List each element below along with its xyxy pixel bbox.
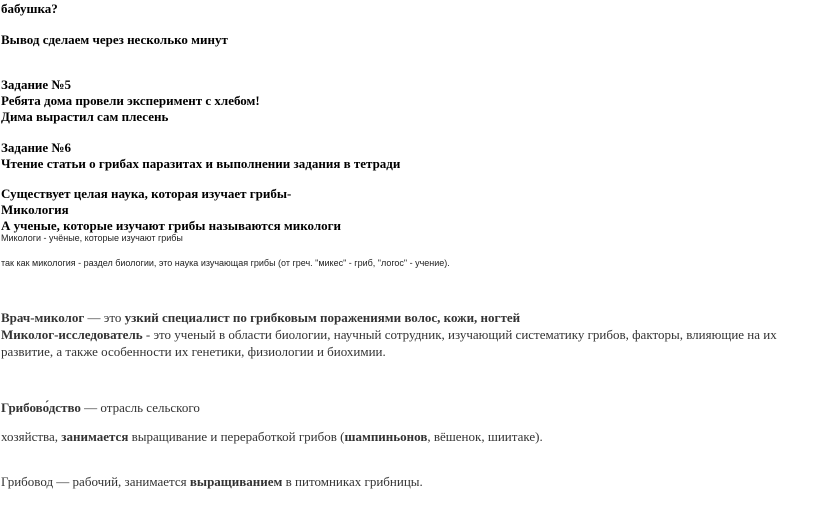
task-6-heading: Задание №6: [1, 140, 72, 155]
paragraph-mushroom-grower: [1, 474, 423, 490]
term-mushroom-growing: Грибово́дство: [1, 400, 81, 415]
research-dash: -: [142, 327, 154, 342]
text-line-grandmother: бабушка?: [1, 1, 58, 16]
task-5-heading: Задание №5: [1, 77, 72, 92]
text-line-mycologists: А ученые, которые изучают грибы называются микологи: [1, 218, 342, 233]
industry-bold-2: шампиньонов: [344, 429, 428, 444]
grower-text-1: Грибовод — рабочий, занимается: [1, 474, 190, 489]
text-line-conclusion: Вывод сделаем через несколько минут: [1, 32, 228, 47]
industry-bold-1: занимается: [61, 429, 129, 444]
paragraph-research-mycologist-line2: развитие, а также особенности их генетики, физиологии и биохимии.: [1, 344, 386, 359]
term-research-mycologist: Миколог-исследователь: [1, 327, 143, 342]
industry-text-3: , вёшенок, шиитаке).: [427, 429, 543, 444]
text-line-science: Существует целая наука, которая изучает грибы-: [1, 186, 292, 201]
industry-text-1: хозяйства,: [1, 429, 62, 444]
text-line-reading: Чтение статьи о грибах паразитах и выполнении задания в тетради: [1, 156, 401, 171]
text-line-mycology-etymology: так как микология - раздел биологии, это наука изучающая грибы (от греч. "микес" - гриб, "логос" - учение).: [1, 258, 450, 268]
industry-text-2: выращивание и переработкой грибов (: [128, 429, 345, 444]
paragraph-mushroom-industry-line2: [1, 429, 543, 445]
grower-text-2: в питомниках грибницы.: [282, 474, 423, 489]
industry-rest: — отрасль сельского: [80, 400, 200, 415]
paragraph-mushroom-industry-line1: [1, 400, 200, 416]
doctor-dash: — это: [84, 310, 125, 325]
doctor-definition: узкий специалист по грибковым поражениями волос, кожи, ногтей: [124, 310, 521, 325]
text-line-mycologists-definition: Микологи - учёные, которые изучают грибы: [1, 233, 183, 243]
text-line-mold: Дима вырастил сам плесень: [1, 109, 169, 124]
grower-bold: выращиванием: [189, 474, 283, 489]
paragraph-research-mycologist-line1: [1, 327, 777, 343]
text-line-experiment: Ребята дома провели эксперимент с хлебом!: [1, 93, 260, 108]
text-line-mycology: Микология: [1, 202, 69, 217]
term-doctor-mycologist: Врач-миколог: [1, 310, 85, 325]
research-text-1: это ученый в области биологии, научный сотрудник, изучающий систематику грибов, факторы, влияющие на их: [153, 327, 777, 342]
paragraph-doctor-mycologist: [1, 310, 520, 326]
